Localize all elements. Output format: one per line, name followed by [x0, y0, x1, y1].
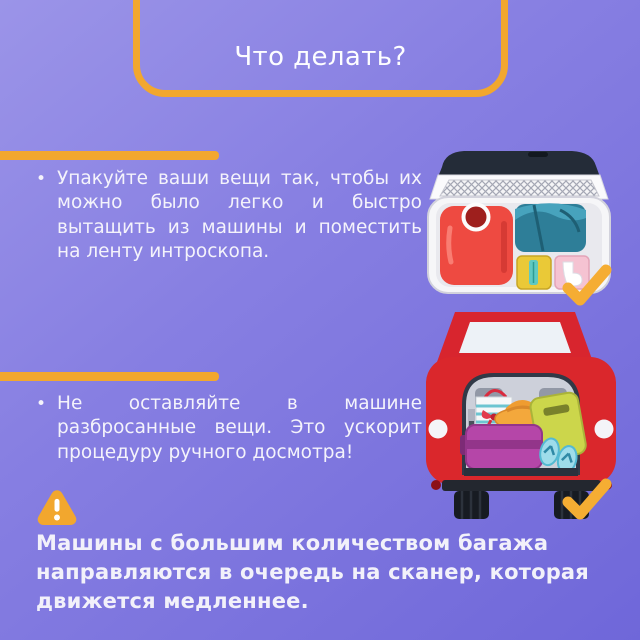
accent-bar [0, 372, 219, 381]
bullet-item-pack-things [36, 167, 422, 265]
bullet-marker: • [36, 394, 47, 414]
header-frame [133, 0, 508, 97]
accent-bar [0, 151, 219, 160]
bullet-item-no-scattered-things [36, 392, 422, 465]
warning-text: Машины с большим количеством багажа направляются в очередь на сканер, которая движется медленнее. [36, 531, 589, 613]
page-title: Что делать? [234, 42, 407, 72]
checkmark-icon [562, 263, 612, 307]
bullet-text: Не оставляйте в машине разбросанные вещи. Это ускорит процедуру ручного досмотра! [57, 393, 422, 463]
bullet-text: Упакуйте ваши вещи так, чтобы их можно было легко и быстро вытащить из машины и поместить на ленту интроскопа. [57, 168, 422, 263]
checkmark-icon [562, 477, 612, 521]
warning-triangle-icon [36, 487, 78, 527]
bullet-marker: • [36, 169, 47, 189]
